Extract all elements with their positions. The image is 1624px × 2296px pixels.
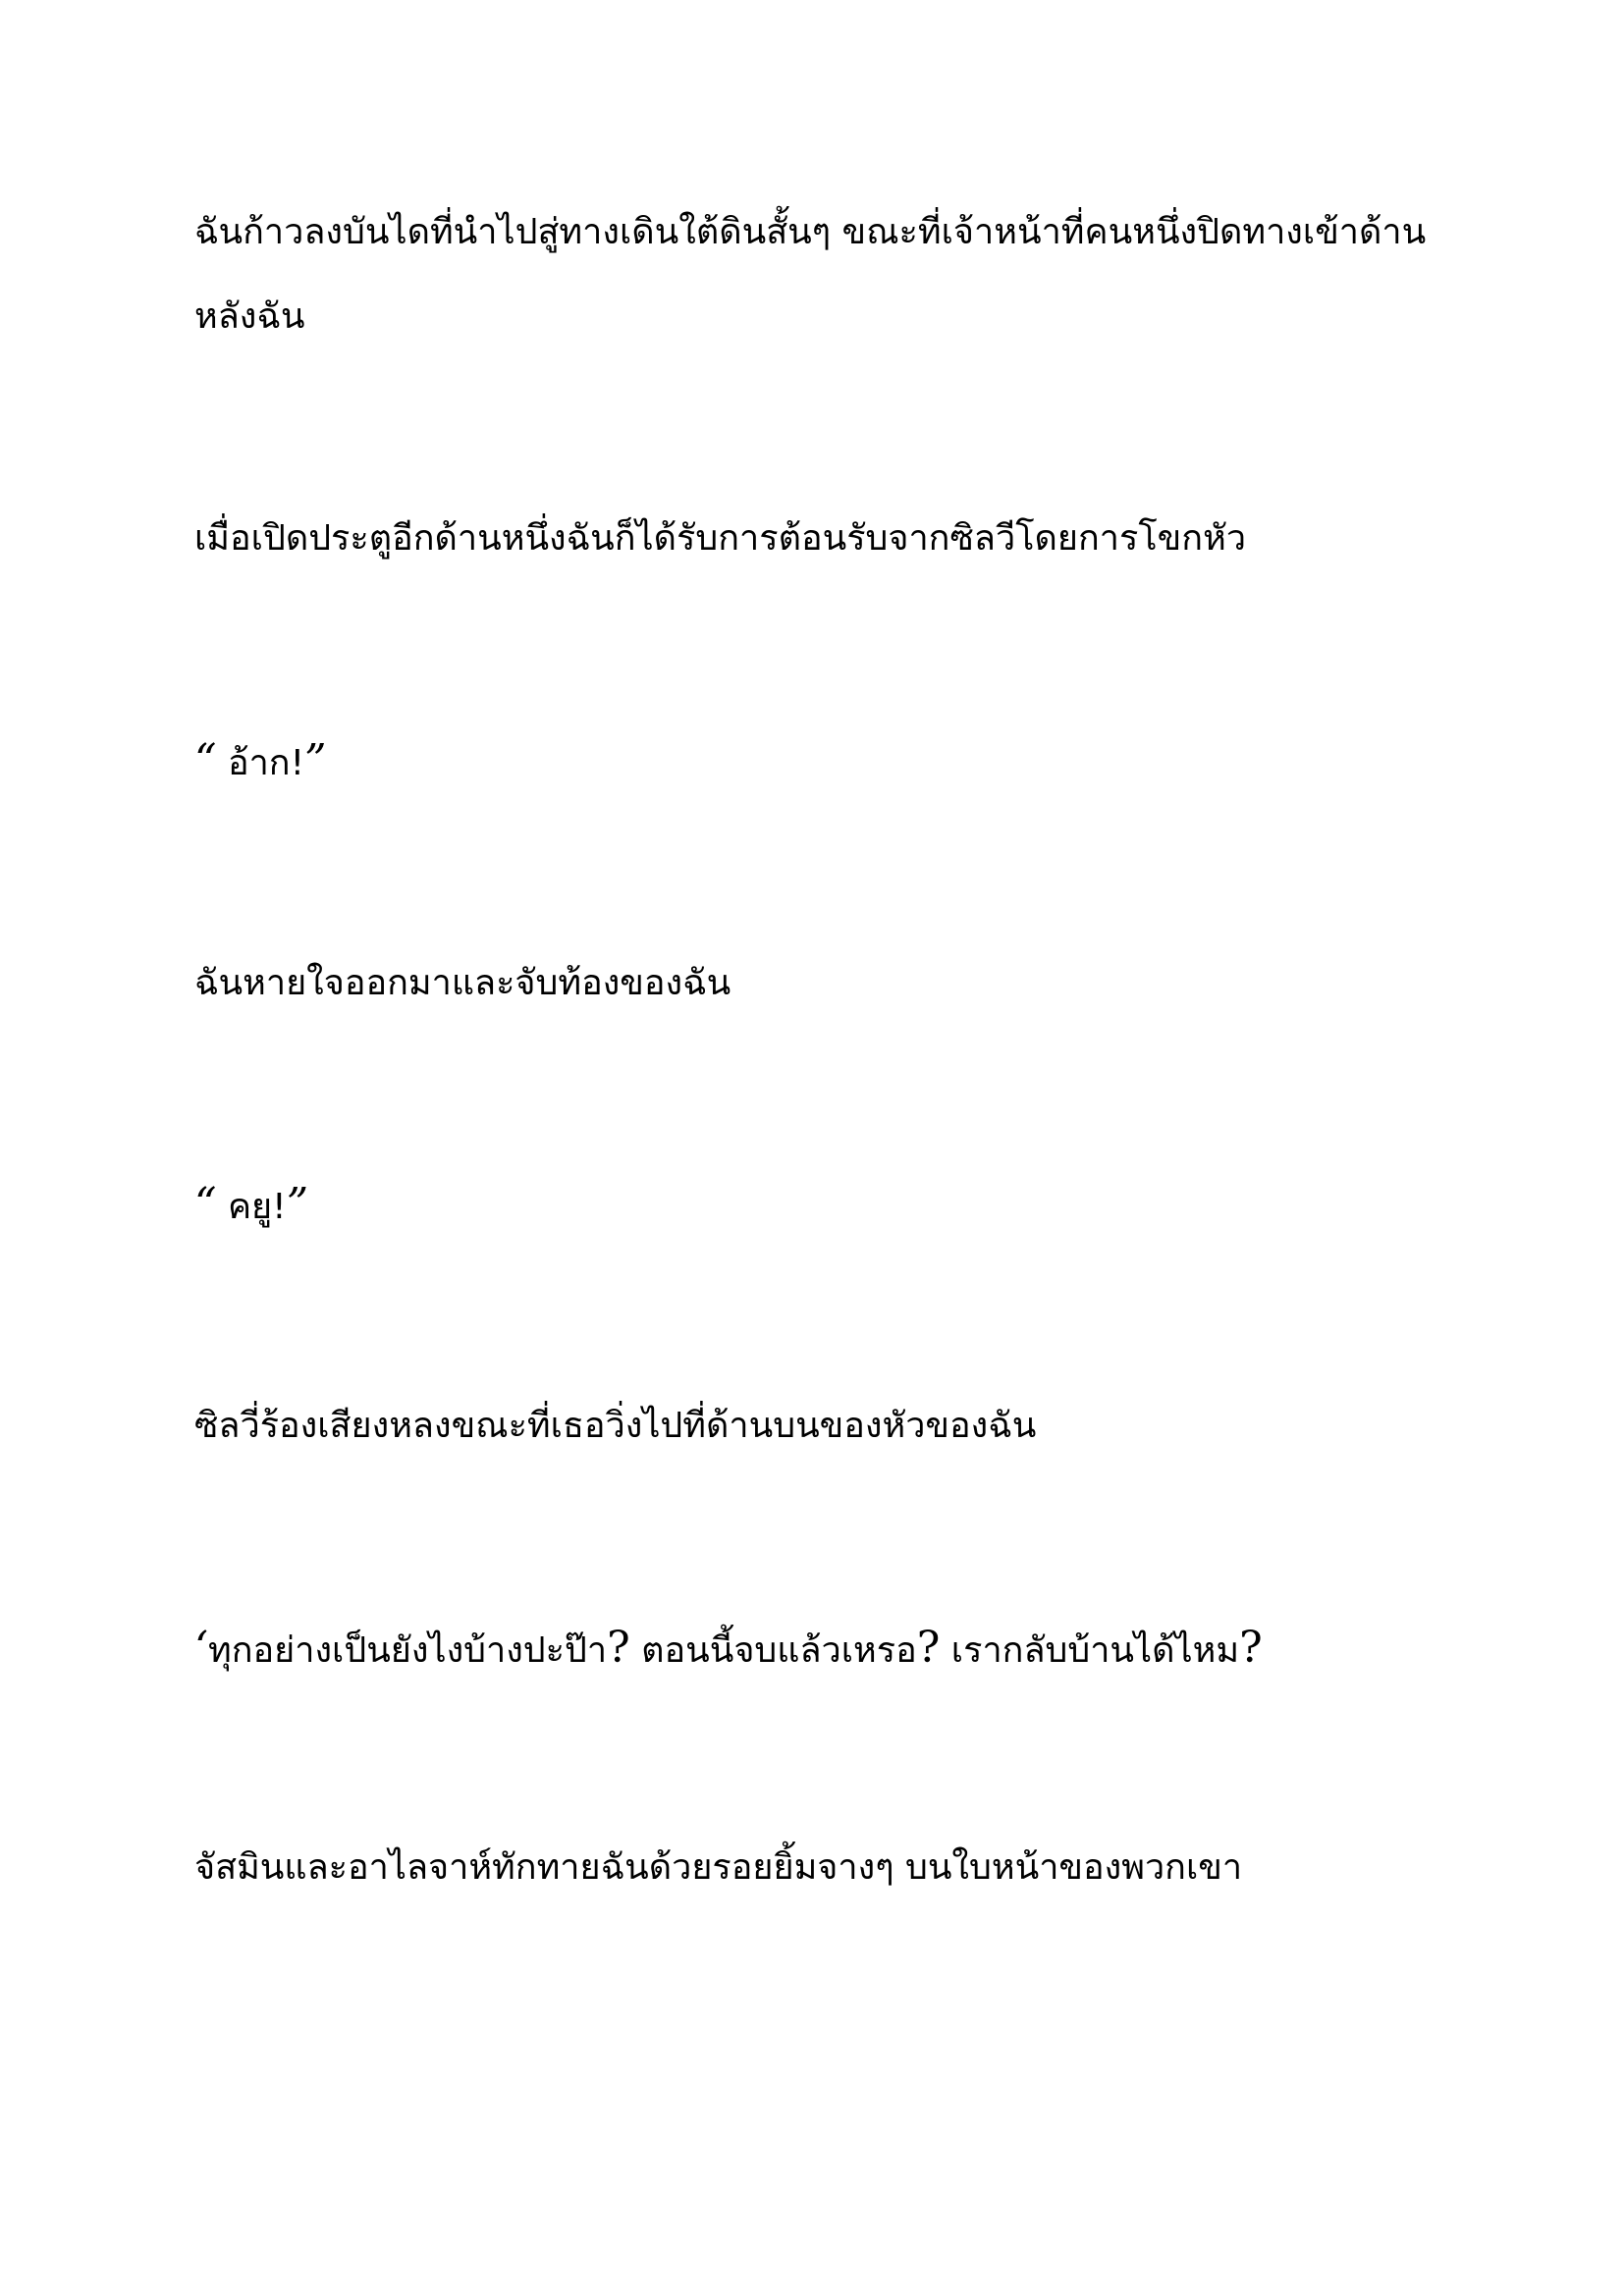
- dialogue-part-2: ตอนนี้จบแล้วเหรอ: [641, 1630, 917, 1671]
- open-quote: ‘: [194, 1623, 208, 1673]
- dialogue-sylvie-thoughts: [194, 1606, 1432, 1693]
- dialogue-ouch: [194, 719, 1432, 806]
- question-mark: ?: [1239, 1623, 1263, 1673]
- question-mark: ?: [916, 1623, 941, 1673]
- paragraph-sylvie-squeal: ซิลวี่ร้องเสียงหลงขณะที่เธอวิ่งไปที่ด้านบนของหัวของฉัน: [194, 1406, 1037, 1446]
- question-mark: ?: [607, 1623, 630, 1673]
- dialogue-text: คยู!: [227, 1187, 287, 1227]
- open-quote: “: [194, 1179, 217, 1229]
- paragraph-descending-stairs: ฉันก้าวลงบันไดที่นำไปสู่ทางเดินใต้ดินสั้นๆ ขณะที่เจ้าหน้าที่คนหนึ่งปิดทางเข้าด้านหลังฉัน: [194, 212, 1427, 337]
- open-quote: “: [194, 735, 217, 785]
- dialogue-part-3: เรากลับบ้านได้ไหม: [950, 1630, 1240, 1671]
- paragraph-jasmine-elijah: จัสมินและอาไลจาห์ทักทายฉันด้วยรอยยิ้มจางๆ บนใบหน้าของพวกเขา: [194, 1847, 1243, 1888]
- close-quote: ”: [286, 1179, 309, 1229]
- close-quote: ”: [304, 735, 327, 785]
- paragraph-sylvie-greeting: เมื่อเปิดประตูอีกด้านหนึ่งฉันก็ได้รับการต้อนรับจากซิลวีโดยการโขกหัว: [194, 518, 1247, 559]
- dialogue-kyu: [194, 1162, 1432, 1250]
- paragraph-exhale: ฉันหายใจออกมาและจับท้องของฉัน: [194, 963, 731, 1003]
- dialogue-part-1: ทุกอย่างเป็นยังไงบ้างปะป๊า: [208, 1630, 608, 1671]
- dialogue-text: อ้าก!: [227, 743, 305, 783]
